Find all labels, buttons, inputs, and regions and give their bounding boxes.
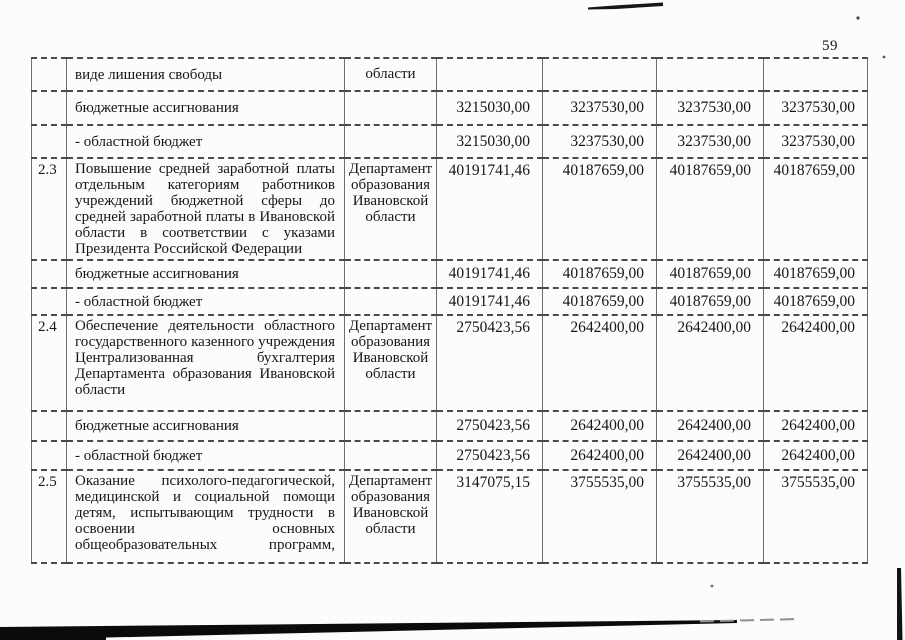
table-row-item-2-3	[32, 158, 868, 260]
row-number-cell: 2.4	[32, 315, 67, 411]
department-cell	[345, 441, 437, 470]
row-number-cell	[32, 260, 67, 288]
value-cell: 40187659,00	[764, 288, 868, 315]
value-cell: 2642400,00	[543, 411, 657, 441]
bottom-left-bar-artifact	[0, 636, 106, 640]
description-cell: Обеспечение деятельности областного государственного казенного учреждения Централизованная бухгалтерия Департамента образования Ивановской области	[67, 315, 345, 411]
value-cell: 40187659,00	[543, 158, 657, 260]
department-cell: Департамент образования Ивановской области	[345, 315, 437, 411]
row-number-cell: 2.3	[32, 158, 67, 260]
row-number-cell	[32, 441, 67, 470]
value-cell: 40187659,00	[657, 260, 764, 288]
value-cell: 2642400,00	[543, 315, 657, 411]
value-cell: 3755535,00	[543, 470, 657, 563]
row-number-cell	[32, 58, 67, 91]
department-cell: Департамент образования Ивановской области	[345, 158, 437, 260]
description-cell: виде лишения свободы	[67, 58, 345, 91]
value-cell: 2642400,00	[657, 411, 764, 441]
value-cell: 2642400,00	[657, 441, 764, 470]
description-cell: - областной бюджет	[67, 125, 345, 158]
value-cell: 40191741,46	[437, 158, 543, 260]
value-cell: 40187659,00	[543, 288, 657, 315]
row-number-cell	[32, 411, 67, 441]
value-cell: 2642400,00	[543, 441, 657, 470]
description-cell: - областной бюджет	[67, 288, 345, 315]
department-cell: Департамент образования Ивановской области	[345, 470, 437, 563]
table-row-regional-budget	[32, 125, 868, 158]
value-cell	[657, 58, 764, 91]
table-row-item-2-5	[32, 470, 868, 563]
value-cell: 3215030,00	[437, 125, 543, 158]
value-cell: 3237530,00	[764, 125, 868, 158]
budget-table	[31, 57, 868, 564]
value-cell: 40187659,00	[764, 260, 868, 288]
value-cell: 3237530,00	[657, 125, 764, 158]
description-cell: бюджетные ассигнования	[67, 411, 345, 441]
page-number: 59	[822, 38, 838, 54]
value-cell	[437, 58, 543, 91]
table-row-item-2-4	[32, 315, 868, 411]
value-cell: 40187659,00	[657, 158, 764, 260]
value-cell: 2642400,00	[657, 315, 764, 411]
row-number-cell: 2.5	[32, 470, 67, 563]
value-cell: 3755535,00	[657, 470, 764, 563]
value-cell: 2750423,56	[437, 315, 543, 411]
department-cell	[345, 411, 437, 441]
scan-speck	[711, 585, 714, 588]
description-cell: бюджетные ассигнования	[67, 91, 345, 125]
description-cell: - областной бюджет	[67, 441, 345, 470]
scan-speck	[856, 16, 859, 19]
value-cell: 2642400,00	[764, 411, 868, 441]
value-cell: 2750423,56	[437, 411, 543, 441]
value-cell	[764, 58, 868, 91]
table-row-regional-budget	[32, 441, 868, 470]
value-cell: 2642400,00	[764, 315, 868, 411]
top-streak-artifact	[588, 3, 663, 10]
value-cell: 40187659,00	[764, 158, 868, 260]
description-cell: Повышение средней заработной платы отдельным категориям работников учреждений бюджетной сферы до средней заработной платы в Ивановской области в соответствии с указами Президента Российской Федерации	[67, 158, 345, 260]
row-number-cell	[32, 125, 67, 158]
value-cell: 3755535,00	[764, 470, 868, 563]
table-row-budget-allocations	[32, 260, 868, 288]
value-cell	[543, 58, 657, 91]
value-cell: 40187659,00	[657, 288, 764, 315]
department-cell	[345, 125, 437, 158]
department-cell	[345, 260, 437, 288]
value-cell: 2750423,56	[437, 441, 543, 470]
bottom-tail-artifact	[700, 619, 798, 622]
department-cell: области	[345, 58, 437, 91]
department-cell	[345, 288, 437, 315]
table-row-budget-allocations	[32, 91, 868, 125]
value-cell: 3237530,00	[657, 91, 764, 125]
table-row-budget-allocations	[32, 411, 868, 441]
row-number-cell	[32, 91, 67, 125]
table-row-regional-budget	[32, 288, 868, 315]
right-edge-bar-artifact	[897, 568, 903, 640]
table-row-continuation	[32, 58, 868, 91]
row-number-cell	[32, 288, 67, 315]
value-cell: 3237530,00	[543, 125, 657, 158]
value-cell: 3147075,15	[437, 470, 543, 563]
department-cell	[345, 91, 437, 125]
value-cell: 3237530,00	[543, 91, 657, 125]
value-cell: 3237530,00	[764, 91, 868, 125]
description-cell: Оказание психолого-педагогической, медицинской и социальной помощи детям, испытывающим трудности в освоении основных общеобразовательных программ,	[67, 470, 345, 563]
value-cell: 3215030,00	[437, 91, 543, 125]
value-cell: 2642400,00	[764, 441, 868, 470]
scan-speck	[883, 56, 886, 59]
value-cell: 40191741,46	[437, 260, 543, 288]
value-cell: 40187659,00	[543, 260, 657, 288]
value-cell: 40191741,46	[437, 288, 543, 315]
bottom-wedge-artifact	[0, 620, 737, 640]
description-cell: бюджетные ассигнования	[67, 260, 345, 288]
